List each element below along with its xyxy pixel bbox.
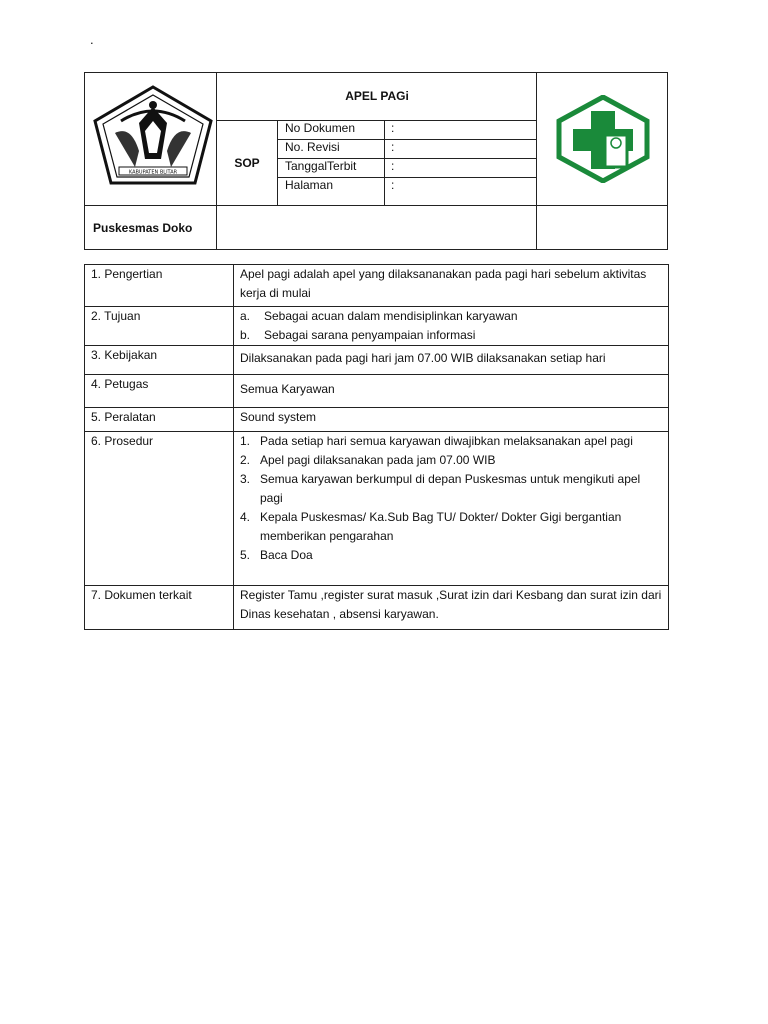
meta-label-no-dokumen: No Dokumen bbox=[285, 121, 356, 135]
meta-colon: : bbox=[391, 140, 395, 154]
row-value bbox=[234, 432, 669, 586]
list-item: 5. Baca Doa bbox=[240, 548, 313, 562]
row-label: 6. Prosedur bbox=[85, 432, 234, 586]
table-row bbox=[85, 265, 669, 307]
row-value: Apel pagi adalah apel yang dilaksananakan pada pagi hari sebelum aktivitas kerja di mulai bbox=[234, 265, 669, 307]
meta-colon: : bbox=[391, 178, 395, 192]
puskesmas-green-cross-icon bbox=[555, 95, 651, 183]
table-row bbox=[85, 375, 669, 408]
kabupaten-blitar-emblem-icon bbox=[91, 81, 215, 191]
meta-colon: : bbox=[391, 159, 395, 173]
row-value bbox=[234, 307, 669, 346]
document-type: SOP bbox=[234, 156, 260, 170]
tujuan-list bbox=[240, 307, 662, 345]
row-label: 4. Petugas bbox=[85, 375, 234, 408]
emblem-caption: KABUPATEN BLITAR bbox=[128, 169, 178, 176]
table-row bbox=[85, 432, 669, 586]
row-value: Register Tamu ,register surat masuk ,Surat izin dari Kesbang dan surat izin dari Dinas kesehatan , absensi karyawan. bbox=[234, 586, 669, 630]
list-item: 4. Kepala Puskesmas/ Ka.Sub Bag TU/ Dokter/ Dokter Gigi bergantian memberikan pengarahan bbox=[240, 510, 622, 543]
row-value: Dilaksanakan pada pagi hari jam 07.00 WIB dilaksanakan setiap hari bbox=[234, 346, 669, 375]
row-label: 7. Dokumen terkait bbox=[85, 586, 234, 630]
list-item: a. Sebagai acuan dalam mendisiplinkan karyawan bbox=[240, 309, 518, 323]
row-value: Sound system bbox=[234, 408, 669, 432]
row-value: Semua Karyawan bbox=[234, 375, 669, 408]
sop-content-table bbox=[84, 264, 669, 630]
prosedur-list bbox=[240, 432, 662, 565]
list-item: 3. Semua karyawan berkumpul di depan Puskesmas untuk mengikuti apel pagi bbox=[240, 472, 641, 505]
organization-name: Puskesmas Doko bbox=[93, 221, 193, 235]
row-label: 2. Tujuan bbox=[85, 307, 234, 346]
sop-header bbox=[84, 72, 668, 250]
document-title: APEL PAGi bbox=[345, 89, 409, 103]
stray-mark: . bbox=[90, 32, 94, 47]
table-row bbox=[85, 408, 669, 432]
meta-label-no-revisi: No. Revisi bbox=[285, 140, 340, 154]
meta-label-halaman: Halaman bbox=[285, 178, 334, 192]
list-item: 1. Pada setiap hari semua karyawan diwajibkan melaksanakan apel pagi bbox=[240, 434, 633, 448]
table-row bbox=[85, 307, 669, 346]
meta-colon: : bbox=[391, 121, 395, 135]
row-label: 5. Peralatan bbox=[85, 408, 234, 432]
row-label: 3. Kebijakan bbox=[85, 346, 234, 375]
row-label: 1. Pengertian bbox=[85, 265, 234, 307]
list-item: b. Sebagai sarana penyampaian informasi bbox=[240, 328, 476, 342]
list-item: 2. Apel pagi dilaksanakan pada jam 07.00 WIB bbox=[240, 453, 496, 467]
table-row bbox=[85, 586, 669, 630]
meta-label-tanggal-terbit: TanggalTerbit bbox=[285, 159, 357, 173]
table-row bbox=[85, 346, 669, 375]
